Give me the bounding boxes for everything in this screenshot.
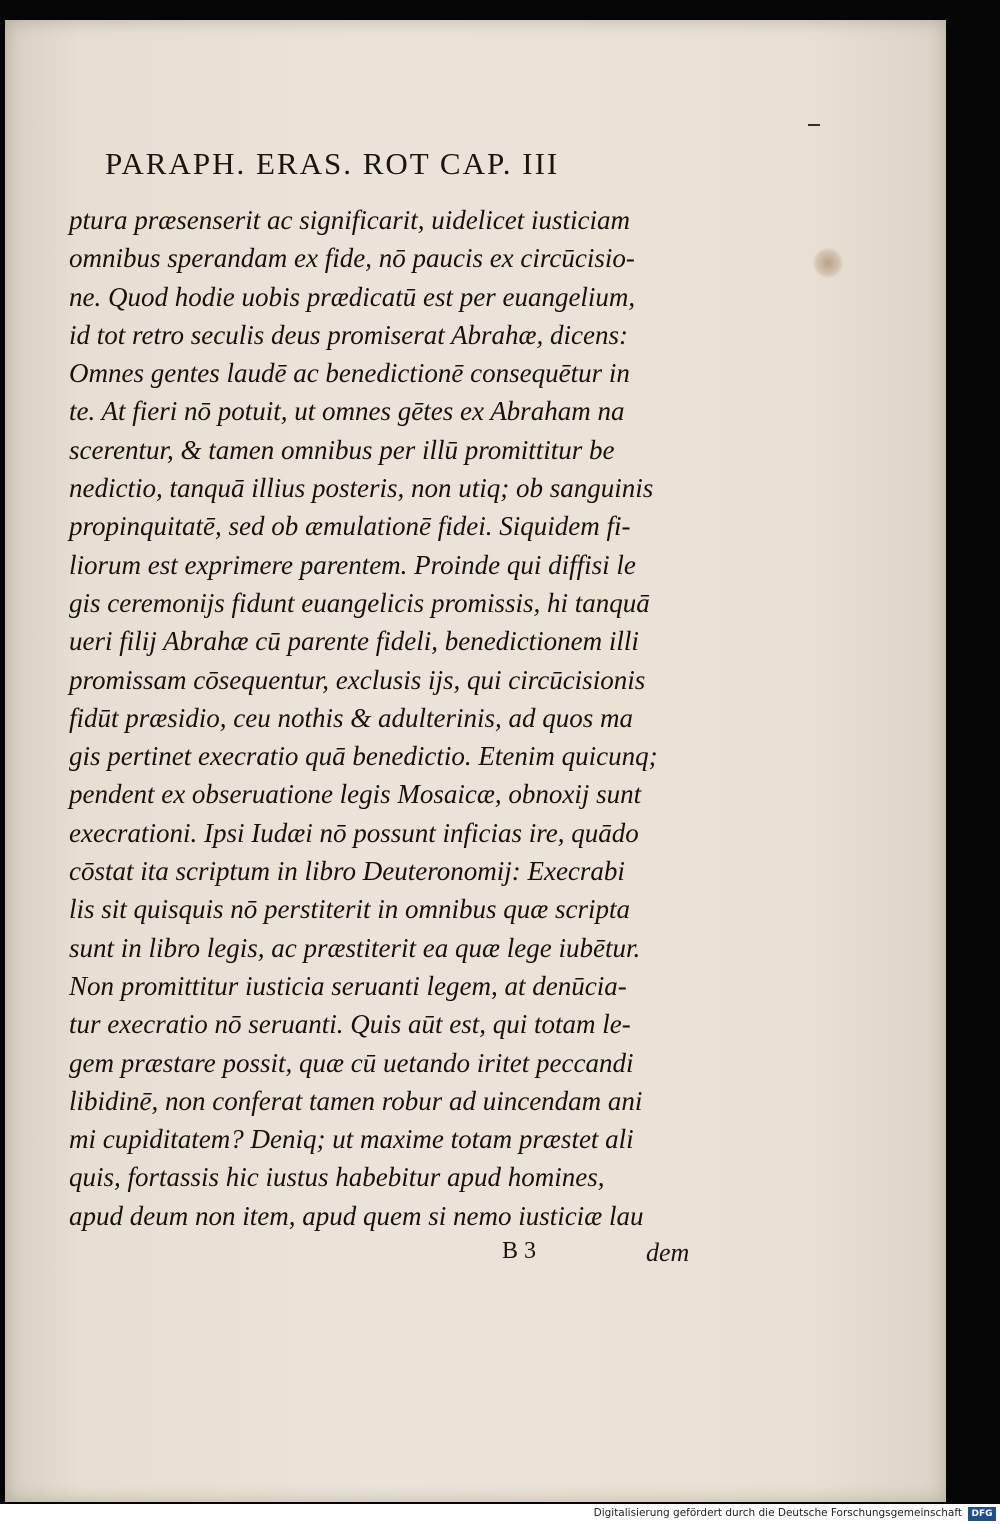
text-line: pendent ex obseruatione legis Mosaicæ, obnoxij sunt	[69, 779, 642, 810]
signature-mark: B 3	[502, 1238, 537, 1264]
text-line: nedictio, tanquā illius posteris, non utiq; ob sanguinis	[69, 473, 654, 504]
text-line: ptura præsenserit ac significarit, uidelicet iusticiam	[69, 205, 630, 235]
text-line: apud deum non item, apud quem si nemo iusticiæ lau	[69, 1200, 644, 1231]
paper-stain	[813, 248, 843, 278]
text-line: ne. Quod hodie uobis prædicatū est per euangelium,	[69, 281, 636, 312]
dfg-logo-icon: DFG	[968, 1507, 996, 1521]
text-line: mi cupiditatem? Deniq; ut maxime totam præstet ali	[69, 1124, 634, 1155]
text-line: omnibus sperandam ex fide, nō paucis ex circūcisio-	[69, 243, 635, 274]
text-line: sunt in libro legis, ac præstiterit ea quæ lege iubētur.	[69, 932, 641, 963]
text-line: Omnes gentes laudē ac benedictionē consequētur in	[69, 358, 630, 389]
text-line: gem præstare possit, quæ cū uetando iritet peccandi	[69, 1047, 634, 1078]
text-line: lis sit quisquis nō perstiterit in omnibus quæ scripta	[69, 894, 631, 925]
text-line: te. At fieri nō potuit, ut omnes gētes ex Abraham na	[69, 396, 625, 427]
text-line: promissam cōsequentur, exclusis ijs, qui circūcisionis	[69, 664, 646, 695]
catchword: dem	[646, 1238, 690, 1267]
text-line: libidinē, non conferat tamen robur ad uincendam ani	[69, 1085, 643, 1116]
page-text	[69, 201, 709, 1235]
text-line: gis ceremonijs fidunt euangelicis promissis, hi tanquā	[69, 587, 650, 618]
text-line: propinquitatē, sed ob æmulationē fidei. Siquidem fi-	[69, 511, 631, 542]
text-line: cōstat ita scriptum in libro Deuteronomij: Execrabi	[69, 856, 625, 887]
margin-mark	[808, 124, 820, 126]
funding-credit: Digitalisierung gefördert durch die Deutsche Forschungsgemeinschaft	[593, 1507, 962, 1519]
running-head: PARAPH. ERAS. ROT CAP. III	[105, 146, 560, 181]
text-line: execrationi. Ipsi Iudæi nō possunt inficias ire, quādo	[69, 817, 639, 848]
text-line: scerentur, & tamen omnibus per illū promittitur be	[69, 434, 615, 465]
text-line: fidūt præsidio, ceu nothis & adulterinis, ad quos ma	[69, 702, 634, 733]
footer-bar	[0, 1504, 1000, 1524]
text-line: id tot retro seculis deus promiserat Abrahæ, dicens:	[69, 319, 628, 350]
text-line: tur execratio nō seruanti. Quis aūt est, qui totam le-	[69, 1009, 631, 1040]
text-line: quis, fortassis hic iustus habebitur apud homines,	[69, 1162, 605, 1193]
text-line: Non promittitur iusticia seruanti legem, at denūcia-	[69, 970, 627, 1001]
book-page	[5, 20, 946, 1502]
text-line: ueri filij Abrahæ cū parente fideli, benedictionem illi	[69, 626, 639, 657]
text-line: gis pertinet execratio quā benedictio. Etenim quicunq;	[69, 741, 658, 772]
text-line: liorum est exprimere parentem. Proinde qui diffisi le	[69, 549, 636, 580]
